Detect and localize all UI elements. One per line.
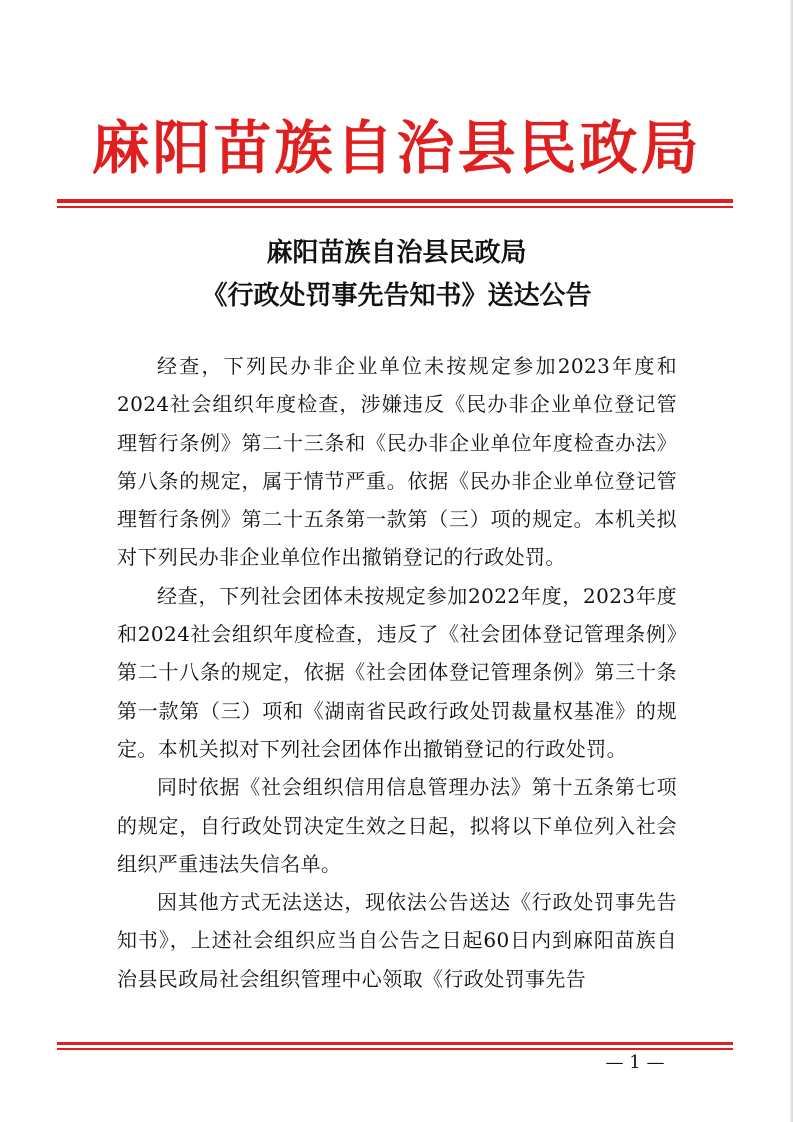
letterhead-red-rule-thick bbox=[57, 199, 733, 203]
body-paragraph-4: 因其他方式无法送达，现依法公告送达《行政处罚事先告知书》，上述社会组织应当自公告之日起60日内到麻阳苗族自治县民政局社会组织管理中心领取《行政处罚事先告 bbox=[117, 890, 677, 991]
body-paragraph-3: 同时依据《社会组织信用信息管理办法》第十五条第七项的规定，自行政处罚决定生效之日起，拟将以下单位列入社会组织严重违法失信名单。 bbox=[117, 775, 677, 876]
body-paragraph-1: 经查，下列民办非企业单位未按规定参加2023年度和2024社会组织年度检查，涉嫌违反《民办非企业单位登记管理暂行条例》第二十三条和《民办非企业单位年度检查办法》第八条的规定，属于情节严重。依据《民办非企业单位登记管理暂行条例》第二十五条第一款第（三）项的规定。本机关拟对下列民办非企业单位作出撤销登记的行政处罚。 bbox=[117, 354, 677, 570]
footer-red-rule-thick bbox=[57, 1042, 733, 1045]
document-title-line-2: 《行政处罚事先告知书》送达公告 bbox=[201, 281, 592, 311]
letterhead-agency-name: 麻阳苗族自治县民政局 bbox=[91, 114, 702, 182]
document-body bbox=[117, 347, 677, 998]
body-paragraph-2: 经查，下列社会团体未按规定参加2022年度，2023年度和2024社会组织年度检查，违反了《社会团体登记管理条例》第二十八条的规定，依据《社会团体登记管理条例》第三十条第一款第（三）项和《湖南省民政行政处罚裁量权基准》的规定。本机关拟对下列社会团体作出撤销登记的行政处罚。 bbox=[117, 583, 677, 761]
letterhead-red-rule-thin bbox=[57, 206, 733, 208]
document-title-line-1: 麻阳苗族自治县民政局 bbox=[266, 238, 527, 268]
page-number: — 1 — bbox=[605, 1052, 665, 1073]
